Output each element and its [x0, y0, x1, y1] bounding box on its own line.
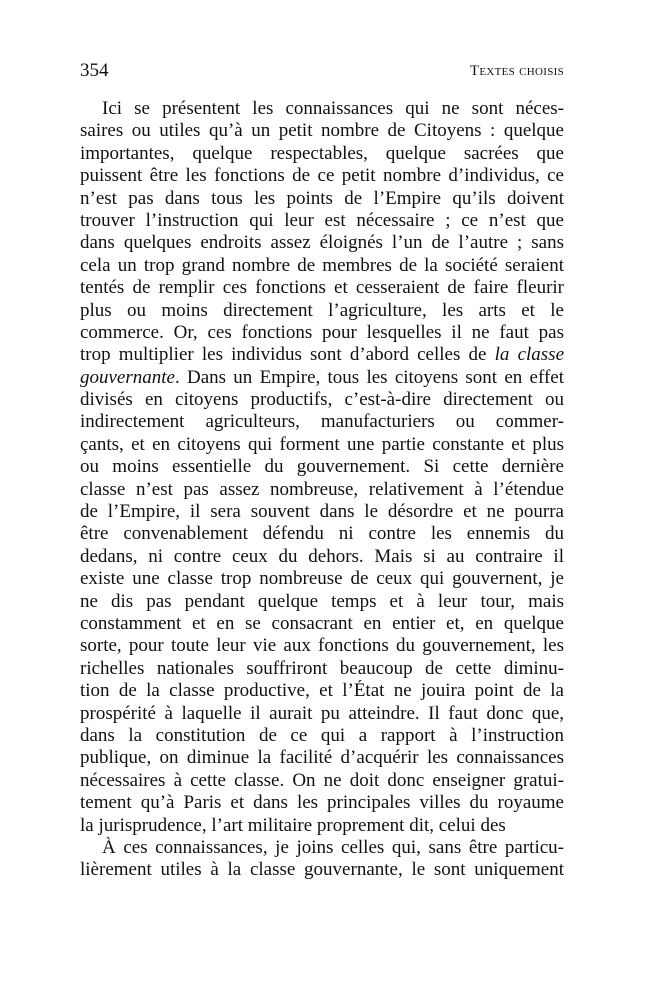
- text-line: plus ou moins directement l’agriculture, les arts et le: [80, 299, 564, 321]
- text-line: ou moins essentielle du gouvernement. Si cette dernière: [80, 456, 564, 478]
- text-line: constamment et en se consacrant en entier et, en quelque: [80, 612, 564, 634]
- text-line: lièrement utiles à la classe gouvernante, le sont uniquement: [80, 859, 564, 881]
- text-line: dans la constitution de ce qui a rapport à l’instruction: [80, 724, 564, 746]
- text-line: tement qu’à Paris et dans les principales villes du royaume: [80, 792, 564, 814]
- text-line: être convenablement défendu ni contre les ennemis du: [80, 523, 564, 545]
- text-line: de l’Empire, il sera souvent dans le désordre et ne pourra: [80, 501, 564, 523]
- text-line: [80, 367, 564, 389]
- text-line: tentés de remplir ces fonctions et cesseraient de faire fleurir: [80, 277, 564, 299]
- text-line: çants, et en citoyens qui forment une partie constante et plus: [80, 433, 564, 455]
- text-line: dans quelques endroits assez éloignés l’un de l’autre ; sans: [80, 232, 564, 254]
- text-line: puissent être les fonctions de ce petit nombre d’individus, ce: [80, 165, 564, 187]
- text-line: trouver l’instruction qui leur est nécessaire ; ce n’est que: [80, 209, 564, 231]
- page-number: 354: [80, 60, 109, 81]
- text-line: richelles nationales souffriront beaucoup de cette diminu-: [80, 657, 564, 679]
- text-line: importantes, quelque respectables, quelque sacrées que: [80, 142, 564, 164]
- text-line: nécessaires à cette classe. On ne doit donc enseigner gratui-: [80, 769, 564, 791]
- italic-term: gouvernante: [80, 366, 175, 388]
- text-line: À ces connaissances, je joins celles qui, sans être particu-: [102, 836, 564, 858]
- running-head: Textes choisis: [469, 63, 564, 79]
- text-line: Ici se présentent les connaissances qui ne sont néces-: [102, 98, 564, 119]
- text-line: sorte, pour toute leur vie aux fonctions du gouvernement, les: [80, 635, 564, 657]
- text-line: cela un trop grand nombre de membres de la société seraient: [80, 254, 564, 276]
- page-header: [80, 58, 564, 84]
- text-line: publique, on diminue la facilité d’acquérir les connaissances: [80, 747, 564, 769]
- italic-term: la classe: [494, 344, 564, 366]
- text-line: prospérité à laquelle il aurait pu atteindre. Il faut donc que,: [80, 702, 564, 724]
- text-line: n’est pas dans tous les points de l’Empire qu’ils doivent: [80, 187, 564, 209]
- text-line: saires ou utiles qu’à un petit nombre de Citoyens : quelque: [80, 120, 564, 142]
- text-line: dedans, ni contre ceux du dehors. Mais si au contraire il: [80, 545, 564, 567]
- text-segment: trop multiplier les individus sont d’abord celles de: [80, 344, 495, 366]
- text-line: indirectement agriculteurs, manufacturiers ou commer-: [80, 411, 564, 433]
- text-line: divisés en citoyens productifs, c’est-à-dire directement ou: [80, 389, 564, 411]
- text-line: classe n’est pas assez nombreuse, relativement à l’étendue: [80, 478, 564, 500]
- text-line: la jurisprudence, l’art militaire proprement dit, celui des: [80, 814, 506, 836]
- text-line: existe une classe trop nombreuse de ceux qui gouvernent, je: [80, 568, 564, 590]
- text-line: commerce. Or, ces fonctions pour lesquelles il ne faut pas: [80, 321, 564, 343]
- text-line: [80, 344, 564, 366]
- body-text: [80, 98, 564, 882]
- text-line: ne dis pas pendant quelque temps et à leur tour, mais: [80, 590, 564, 612]
- text-line: tion de la classe productive, et l’État ne jouira point de la: [80, 680, 564, 702]
- text-segment: . Dans un Empire, tous les citoyens sont en effet: [174, 366, 564, 388]
